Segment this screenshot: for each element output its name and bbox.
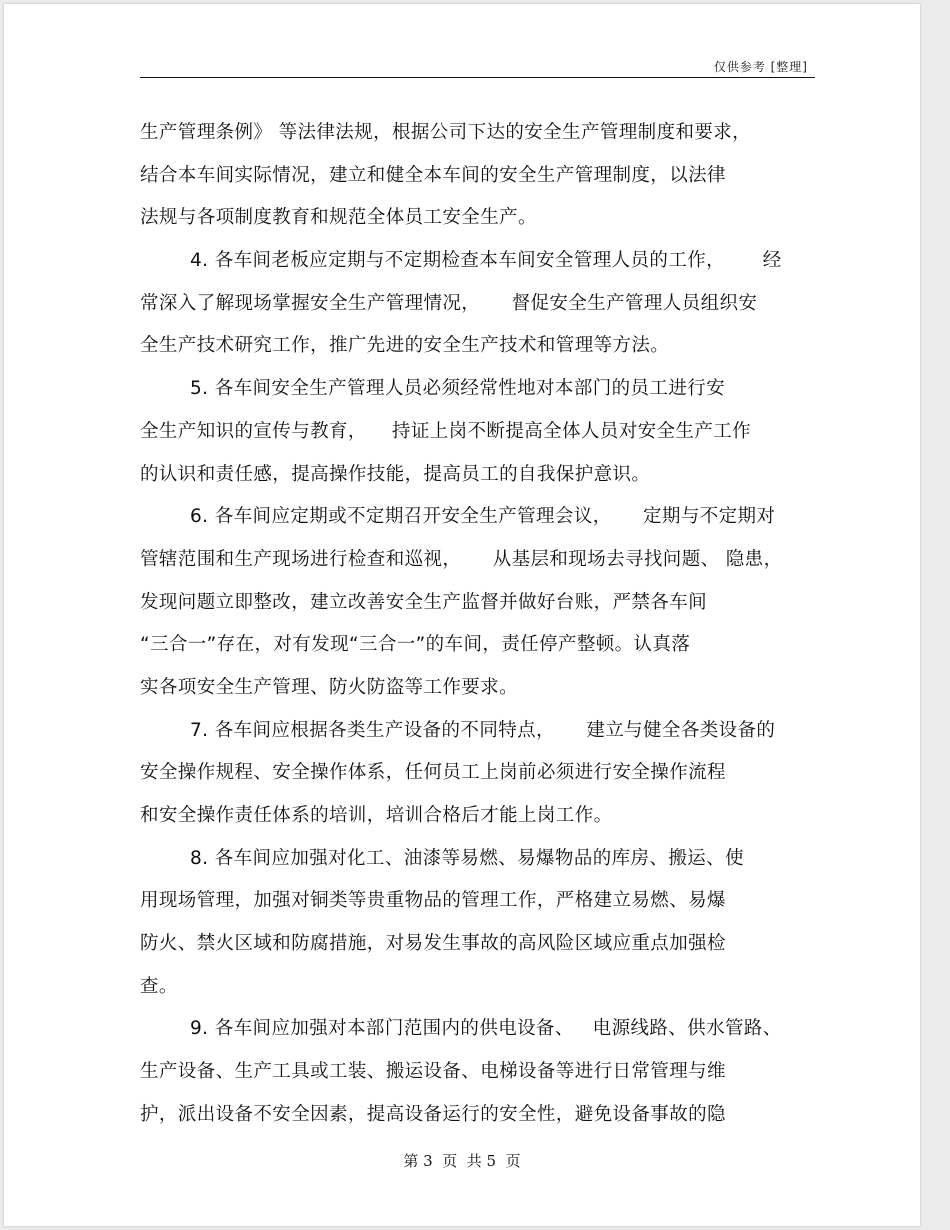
text-line: 查。 <box>140 975 178 997</box>
text-line: 结合本车间实际情况，建立和健全本车间的安全生产管理制度，以法律 <box>140 164 726 186</box>
text-line: 和安全操作责任体系的培训，培训合格后才能上岗工作。 <box>140 805 613 826</box>
text-line: 9. 各车间应加强对本部门范围内的供电设备、 电源线路、供水管路、 <box>190 1018 782 1040</box>
text-line: 生产管理条例》 等法律法规，根据公司下达的安全生产管理制度和要求， <box>140 122 752 143</box>
text-line: 全生产知识的宣传与教育， 持证上岗不断提高全体人员对安全生产工作 <box>140 420 752 442</box>
document-page <box>4 4 920 1226</box>
text-line: 护，派出设备不安全因素，提高设备运行的安全性，避免设备事故的隐 <box>140 1103 726 1125</box>
text-line: 用现场管理，加强对铜类等贵重物品的管理工作，严格建立易燃、易爆 <box>140 890 726 912</box>
text-line: 的认识和责任感，提高操作技能，提高员工的自我保护意识。 <box>140 463 651 485</box>
text-line: 法规与各项制度教育和规范全体员工安全生产。 <box>140 207 537 229</box>
text-line: 生产设备、生产工具或工装、搬运设备、电梯设备等进行日常管理与维 <box>140 1061 726 1083</box>
header-label: 仅供参考 [整理] <box>713 60 808 74</box>
text-line: 8. 各车间应加强对化工、油漆等易燃、易爆物品的库房、搬运、使 <box>190 847 744 869</box>
text-line: 安全操作规程、安全操作体系，任何员工上岗前必须进行安全操作流程 <box>140 762 726 784</box>
text-line: 全生产技术研究工作，推广先进的安全生产技术和管理等方法。 <box>140 335 670 357</box>
text-line: 防火、禁火区域和防腐措施，对易发生事故的高风险区域应重点加强检 <box>140 933 726 955</box>
header-rule <box>140 77 815 78</box>
text-line: 常深入了解现场掌握安全生产管理情况， 督促安全生产管理人员组织安 <box>140 292 758 314</box>
text-line: 发现问题立即整改，建立改善安全生产监督并做好台账，严禁各车间 <box>140 591 708 613</box>
text-line: 5. 各车间安全生产管理人员必须经常性地对本部门的员工进行安 <box>190 378 726 400</box>
text-line: 实各项安全生产管理、防火防盗等工作要求。 <box>140 676 519 698</box>
page-footer: 第 3 页 共 5 页 <box>403 1152 521 1170</box>
text-line: 管辖范围和生产现场进行检查和巡视， 从基层和现场去寻找问题、 隐患， <box>140 548 783 570</box>
body-text <box>140 114 820 1139</box>
text-line: 7. 各车间应根据各类生产设备的不同特点， 建立与健全各类设备的 <box>190 719 776 741</box>
text-line: 6. 各车间应定期或不定期召开安全生产管理会议， 定期与不定期对 <box>190 506 776 528</box>
text-line: 4. 各车间老板应定期与不定期检查本车间安全管理人员的工作， 经 <box>190 250 782 272</box>
text-line: “三合一”存在，对有发现“三合一”的车间，责任停产整顿。认真落 <box>140 634 691 656</box>
